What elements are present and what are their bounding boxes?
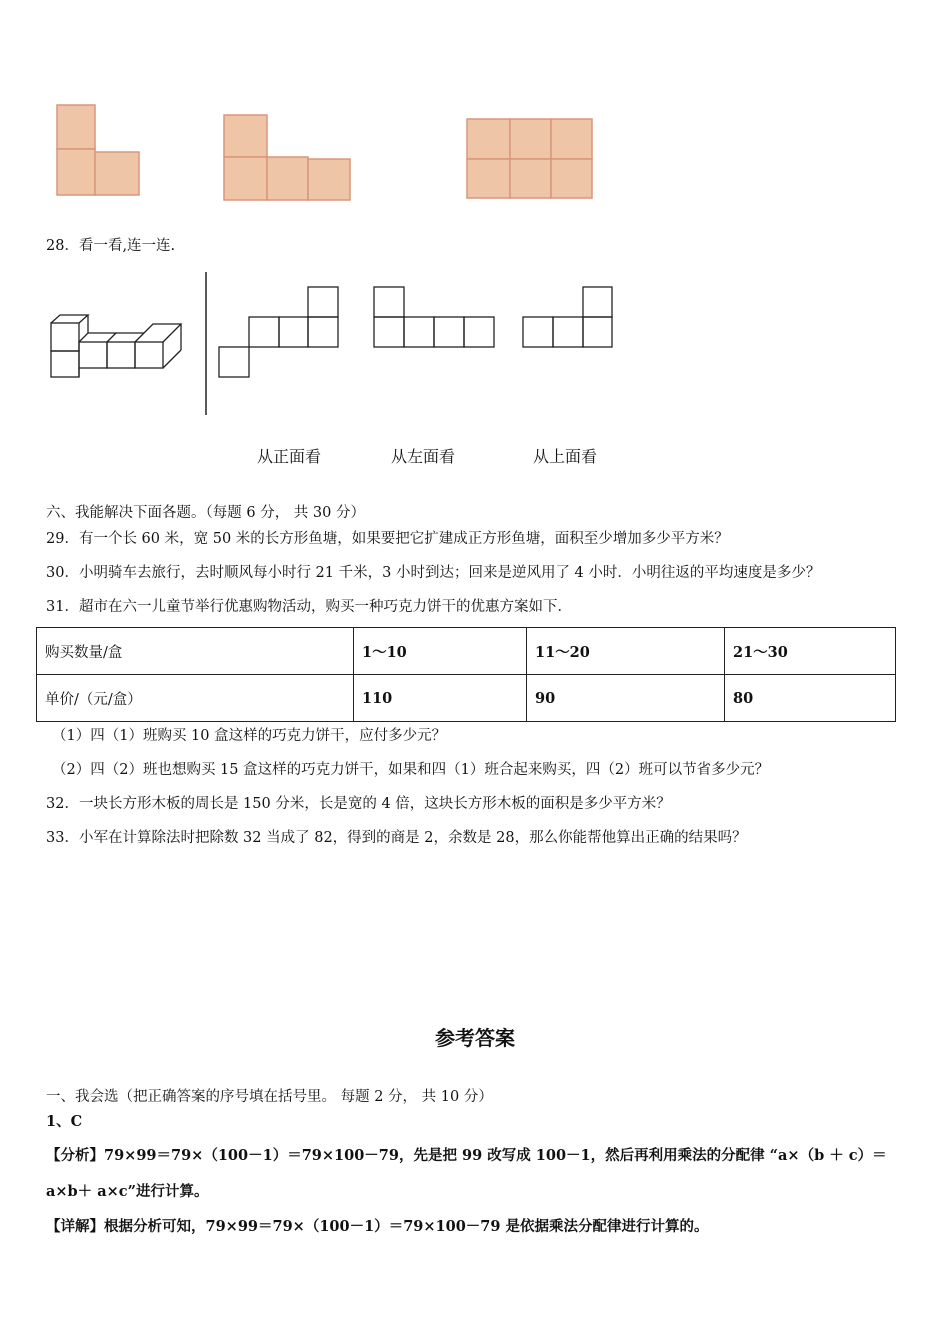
- question-31: 31．超市在六一儿童节举行优惠购物活动，购买一种巧克力饼干的优惠方案如下．: [46, 599, 572, 615]
- table-cell: 单价/（元/盒）: [37, 675, 354, 722]
- question-33: 33．小军在计算除法时把除数 32 当成了 82，得到的商是 2，余数是 28，那么你能帮他算出正确的结果吗？: [46, 830, 747, 846]
- detail-line: 【详解】根据分析可知，79×99＝79×（100－1）＝79×100－79 是依据乘法分配律进行计算的。: [46, 1218, 709, 1235]
- analysis-line-1: 【分析】79×99＝79×（100－1）＝79×100－79，先是把 99 改写成 100－1，然后再利用乘法的分配律 “a×（b ＋ c）＝: [46, 1147, 887, 1164]
- table-cell: 80: [725, 675, 896, 722]
- table-cell: 购买数量/盒: [37, 628, 354, 675]
- table-cell: 90: [527, 675, 725, 722]
- shaded-view-2: [224, 115, 350, 200]
- shaded-view-3: [467, 119, 592, 198]
- table-cell: 11～20: [527, 628, 725, 675]
- analysis-line-2: a×b＋ a×c”进行计算。: [46, 1183, 209, 1200]
- view-option-1: [219, 287, 338, 377]
- question-31-1: （1）四（1）班购买 10 盒这样的巧克力饼干，应付多少元？: [52, 728, 447, 744]
- question-30: 30．小明骑车去旅行，去时顺风每小时行 21 千米，3 小时到达；回来是逆风用了 4 小时．小明往返的平均速度是多少？: [46, 565, 821, 581]
- caption-left-view: 从左面看: [391, 447, 456, 466]
- question-32: 32．一块长方形木板的周长是 150 分米，长是宽的 4 倍，这块长方形木板的面积是多少平方米？: [46, 796, 671, 812]
- answers-title: 参考答案: [435, 1026, 515, 1050]
- price-table: [36, 627, 896, 722]
- answer-1: 1、C: [46, 1113, 83, 1130]
- view-option-3: [523, 287, 612, 347]
- question-31-2: （2）四（2）班也想购买 15 盒这样的巧克力饼干，如果和四（1）班合起来购买，四（2）班可以节省多少元？: [52, 762, 770, 778]
- shaded-views-figure: [0, 90, 950, 210]
- table-row: [37, 628, 896, 675]
- shaded-view-1: [57, 105, 139, 195]
- answers-section1: 一、我会选（把正确答案的序号填在括号里。 每题 2 分， 共 10 分）: [46, 1089, 493, 1105]
- table-row: [37, 675, 896, 722]
- q28-label: 28．看一看,连一连.: [46, 238, 176, 254]
- question-29: 29．有一个长 60 米，宽 50 米的长方形鱼塘，如果要把它扩建成正方形鱼塘，面积至少增加多少平方米？: [46, 531, 729, 547]
- table-cell: 110: [354, 675, 527, 722]
- table-cell: 1～10: [354, 628, 527, 675]
- q28-figure: [0, 270, 950, 420]
- caption-front-view: 从正面看: [257, 447, 322, 466]
- cube-solid: [51, 315, 181, 377]
- view-option-2: [374, 287, 494, 347]
- caption-top-view: 从上面看: [533, 447, 598, 466]
- table-cell: 21～30: [725, 628, 896, 675]
- section6-header: 六、我能解决下面各题。（每题 6 分， 共 30 分）: [46, 505, 365, 521]
